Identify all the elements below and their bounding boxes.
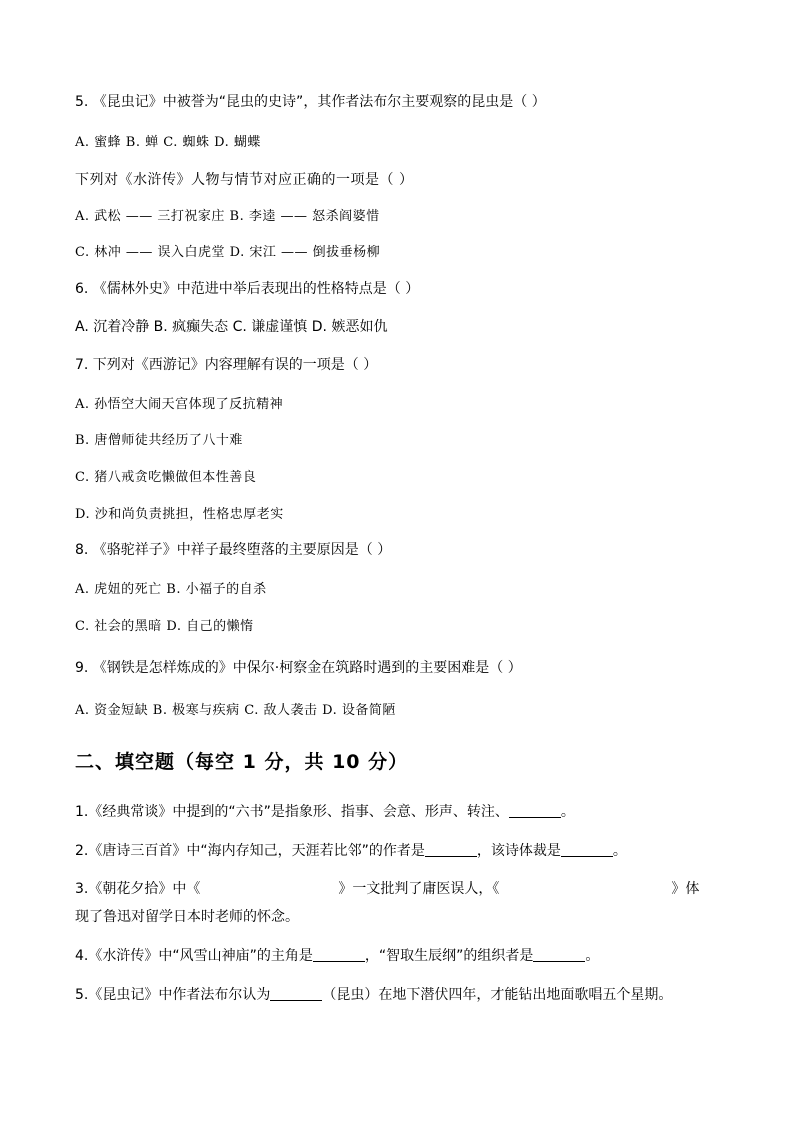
fill-2-text-3: 。 (612, 843, 627, 859)
fill-3-line-2: 现了鲁迅对留学日本时老师的怀念。 (75, 909, 299, 925)
question-6-stem: 6. 《儒林外史》中范进中举后表现出的性格特点是（ ） (75, 281, 420, 297)
question-5-stem: 5. 《昆虫记》中被誉为“昆虫的史诗”，其作者法布尔主要观察的昆虫是（ ） (75, 94, 546, 110)
question-shuihu-stem: 下列对《水浒传》人物与情节对应正确的一项是（ ） (75, 172, 414, 188)
question-5-options: A. 蜜蜂 B. 蝉 C. 蜘蛛 D. 蝴蝶 (75, 135, 261, 150)
fill-5-blank[interactable] (270, 986, 322, 1001)
question-9-stem: 9. 《钢铁是怎样炼成的》中保尔·柯察金在筑路时遇到的主要困难是（ ） (75, 660, 522, 676)
fill-3-text-1: 3.《朝花夕拾》中《 (75, 881, 201, 897)
question-shuihu-options-1: A. 武松 —— 三打祝家庄 B. 李逵 —— 怒杀阎婆惜 (75, 209, 380, 224)
fill-1-end: 。 (560, 804, 575, 820)
fill-4-text-1: 4.《水浒传》中“风雪山神庙”的主角是 (75, 948, 313, 964)
section-2-title: 二、填空题（每空 1 分，共 10 分） (75, 751, 409, 773)
question-7-option-a: A. 孙悟空大闹天宫体现了反抗精神 (75, 397, 284, 412)
fill-3-line-1 (75, 879, 699, 899)
question-9-options: A. 资金短缺 B. 极寒与疾病 C. 敌人袭击 D. 设备简陋 (75, 703, 396, 718)
fill-4-text-3: 。 (585, 948, 600, 964)
question-7-option-c: C. 猪八戒贪吃懒做但本性善良 (75, 470, 257, 485)
question-shuihu-options-2: C. 林冲 —— 误入白虎堂 D. 宋江 —— 倒拔垂杨柳 (75, 245, 381, 260)
fill-3-text-3: 》体 (671, 881, 700, 897)
fill-3-text-2: 》一文批判了庸医误人，《 (338, 881, 500, 897)
fill-4-text-2: ，“智取生辰纲”的组织者是 (364, 948, 534, 964)
fill-2-text-1: 2.《唐诗三百首》中“海内存知己，天涯若比邻”的作者是 (75, 843, 425, 859)
fill-5 (75, 985, 672, 1005)
fill-4-blank-2[interactable] (533, 947, 585, 962)
fill-1 (75, 802, 575, 822)
question-7-option-d: D. 沙和尚负责挑担，性格忠厚老实 (75, 507, 284, 522)
fill-2-text-2: ，该诗体裁是 (476, 843, 561, 859)
question-6-options: A. 沉着冷静 B. 疯癫失态 C. 谦虚谨慎 D. 嫉恶如仇 (75, 319, 388, 335)
question-8-stem: 8. 《骆驼祥子》中祥子最终堕落的主要原因是（ ） (75, 542, 392, 558)
question-8-options-1: A. 虎妞的死亡 B. 小福子的自杀 (75, 582, 267, 597)
fill-1-blank[interactable] (509, 803, 561, 818)
fill-4-blank-1[interactable] (313, 947, 365, 962)
fill-5-text-1: 5.《昆虫记》中作者法布尔认为 (75, 987, 271, 1003)
fill-4 (75, 946, 599, 966)
fill-2 (75, 841, 627, 861)
fill-1-text: 1.《经典常谈》中提到的“六书”是指象形、指事、会意、形声、转注、 (75, 804, 509, 820)
fill-2-blank-genre[interactable] (561, 842, 613, 857)
fill-2-blank-author[interactable] (425, 842, 477, 857)
fill-5-text-2: （昆虫）在地下潜伏四年，才能钻出地面歌唱五个星期。 (322, 987, 673, 1003)
question-7-option-b: B. 唐僧师徒共经历了八十难 (75, 433, 243, 448)
question-7-stem: 7. 下列对《西游记》内容理解有误的一项是（ ） (75, 357, 378, 373)
question-8-options-2: C. 社会的黑暗 D. 自己的懒惰 (75, 619, 254, 634)
